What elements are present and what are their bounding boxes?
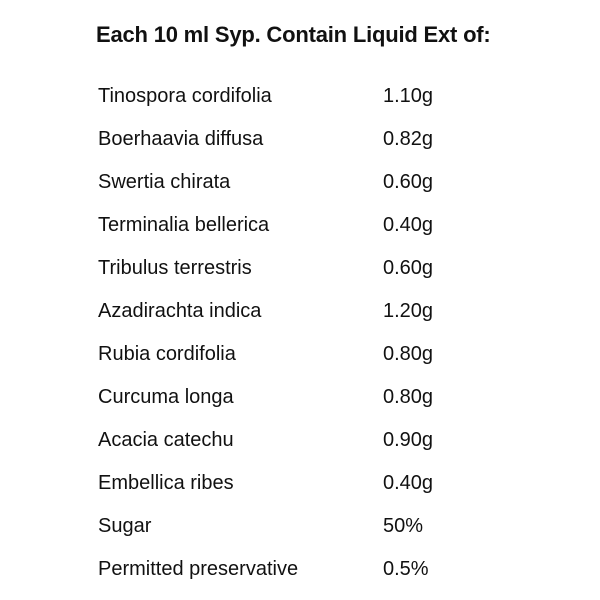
ingredient-amount: 0.40g	[383, 472, 434, 494]
ingredient-amount: 0.60g	[383, 171, 434, 193]
ingredient-name: Terminalia bellerica	[98, 214, 270, 236]
ingredient-name: Acacia catechu	[98, 429, 234, 451]
ingredient-row	[98, 118, 518, 161]
ingredient-amount: 0.80g	[383, 343, 434, 365]
ingredient-amount: 0.40g	[383, 214, 434, 236]
ingredient-amount: 0.60g	[383, 257, 434, 279]
composition-heading: Each 10 ml Syp. Contain Liquid Ext of:	[96, 22, 491, 47]
ingredient-row	[98, 161, 518, 204]
ingredient-amount: 0.82g	[383, 128, 434, 150]
ingredient-row	[98, 419, 518, 462]
ingredient-row	[98, 290, 518, 333]
ingredient-row	[98, 462, 518, 505]
ingredient-name: Swertia chirata	[98, 171, 231, 193]
ingredient-list	[98, 75, 518, 591]
ingredient-amount: 1.20g	[383, 300, 434, 322]
ingredient-row	[98, 376, 518, 419]
ingredient-name: Azadirachta indica	[98, 300, 262, 322]
ingredient-row	[98, 204, 518, 247]
ingredient-name: Boerhaavia diffusa	[98, 128, 264, 150]
ingredient-amount: 0.80g	[383, 386, 434, 408]
ingredient-name: Tribulus terrestris	[98, 257, 252, 279]
ingredient-amount: 1.10g	[383, 85, 434, 107]
ingredient-row	[98, 333, 518, 376]
ingredient-name: Curcuma longa	[98, 386, 234, 408]
ingredient-name: Tinospora cordifolia	[98, 85, 272, 107]
ingredient-row	[98, 247, 518, 290]
ingredient-row	[98, 75, 518, 118]
ingredient-amount: 50%	[383, 515, 424, 537]
ingredient-name: Sugar	[98, 515, 152, 537]
ingredient-name: Permitted preservative	[98, 558, 299, 580]
ingredient-amount: 0.5%	[383, 558, 429, 580]
ingredient-row	[98, 548, 518, 591]
ingredient-amount: 0.90g	[383, 429, 434, 451]
ingredient-row	[98, 505, 518, 548]
ingredient-name: Embellica ribes	[98, 472, 234, 494]
ingredient-name: Rubia cordifolia	[98, 343, 236, 365]
